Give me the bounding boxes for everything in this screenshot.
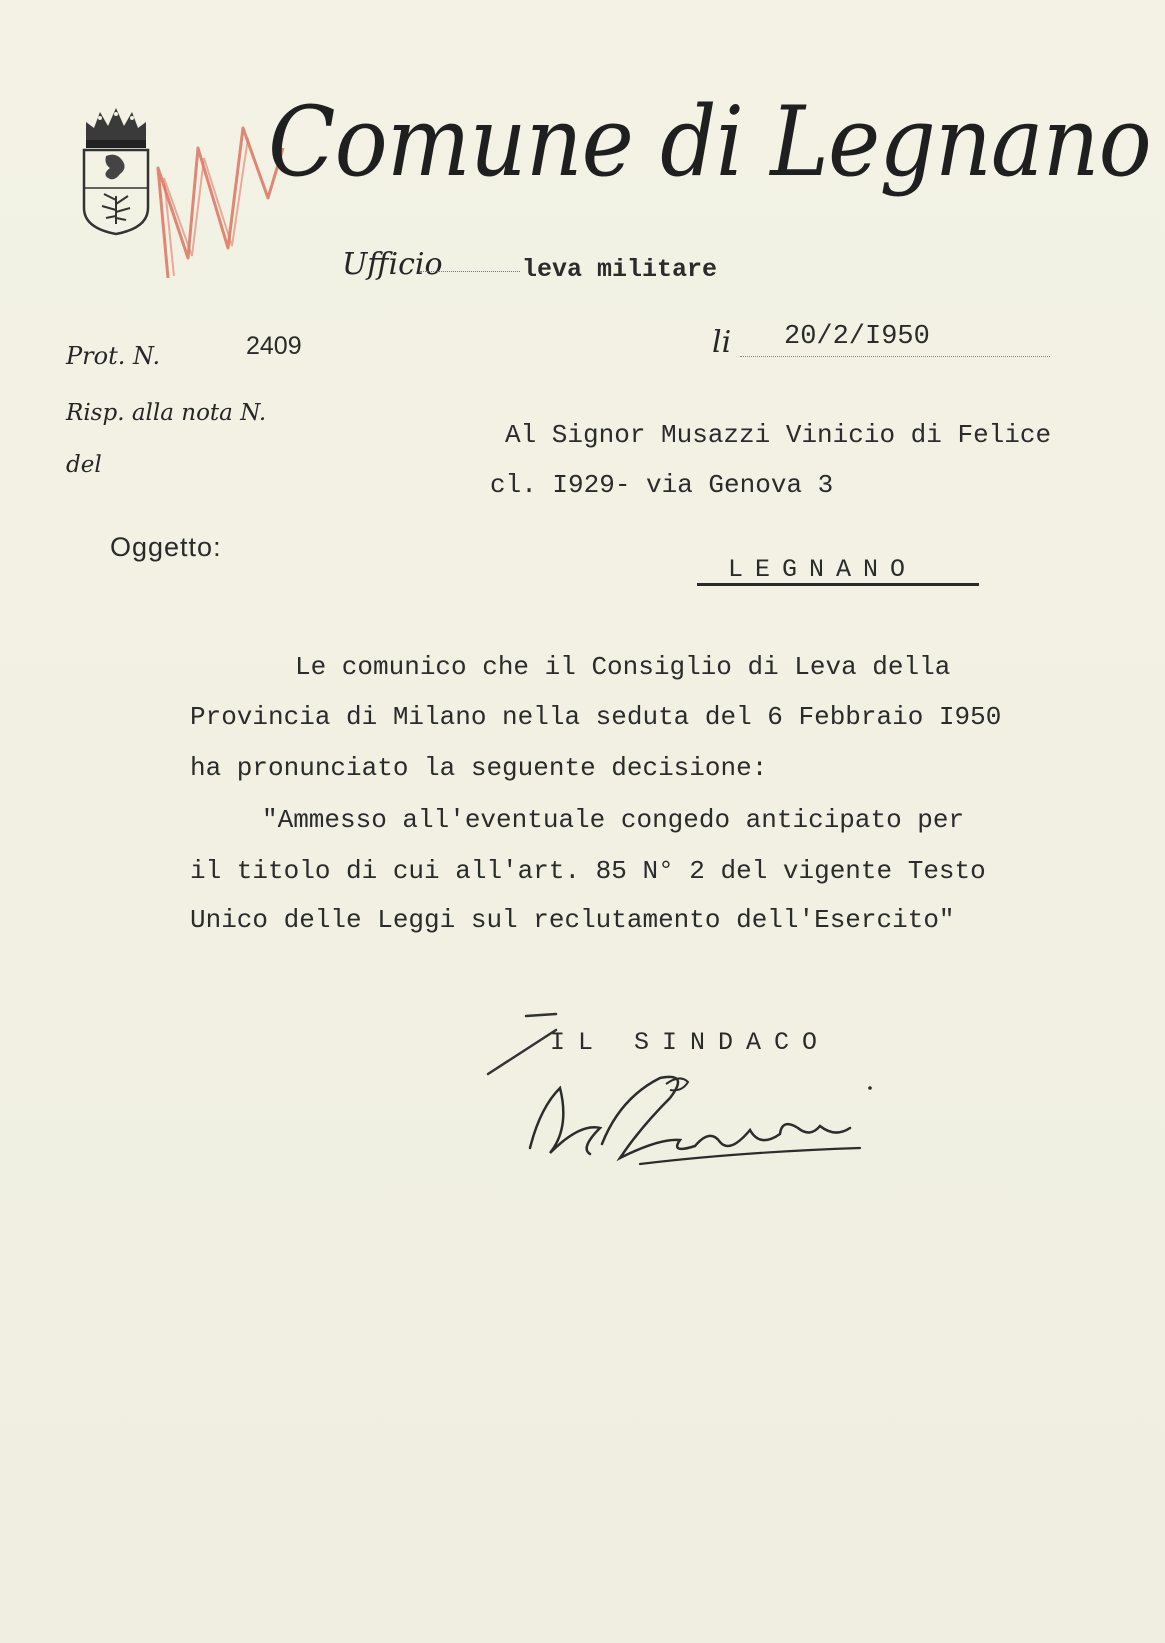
body-line: Unico delle Leggi sul reclutamento dell'Esercito": [190, 905, 955, 935]
recipient-line-2: cl. I929- via Genova 3: [490, 470, 834, 500]
body-line: Le comunico che il Consiglio di Leva della: [295, 652, 951, 682]
body-line: "Ammesso all'eventuale congedo anticipato per: [262, 805, 965, 835]
body-line: il titolo di cui all'art. 85 N° 2 del vigente Testo: [190, 856, 986, 886]
red-pencil-mark: [148, 108, 288, 288]
ufficio-label: Ufficio: [342, 247, 443, 282]
body-line: ha pronunciato la seguente decisione:: [190, 753, 768, 783]
body-line: Provincia di Milano nella seduta del 6 Febbraio I950: [190, 702, 1002, 732]
recipient-city: LEGNANO: [728, 555, 918, 584]
risp-label: Risp. alla nota N.: [66, 400, 267, 426]
date-label: li: [712, 325, 732, 360]
prot-label: Prot. N.: [66, 342, 161, 370]
del-label: del: [66, 452, 102, 478]
ufficio-dotted-line: [420, 271, 520, 272]
handwritten-signature: [520, 1068, 880, 1178]
date-value: 20/2/I950: [784, 322, 930, 352]
date-dotted-line: [740, 356, 1050, 357]
coat-of-arms-icon: [80, 104, 152, 238]
recipient-line-1: Al Signor Musazzi Vinicio di Felice: [505, 420, 1052, 450]
ufficio-value: leva militare: [522, 255, 718, 284]
city-underline: [697, 583, 979, 586]
letterhead-title: Comune di Legnano: [268, 86, 1151, 198]
signatory-title: IL SINDACO: [550, 1028, 831, 1057]
oggetto-label: Oggetto:: [110, 532, 222, 562]
prot-number: 2409: [246, 332, 302, 360]
